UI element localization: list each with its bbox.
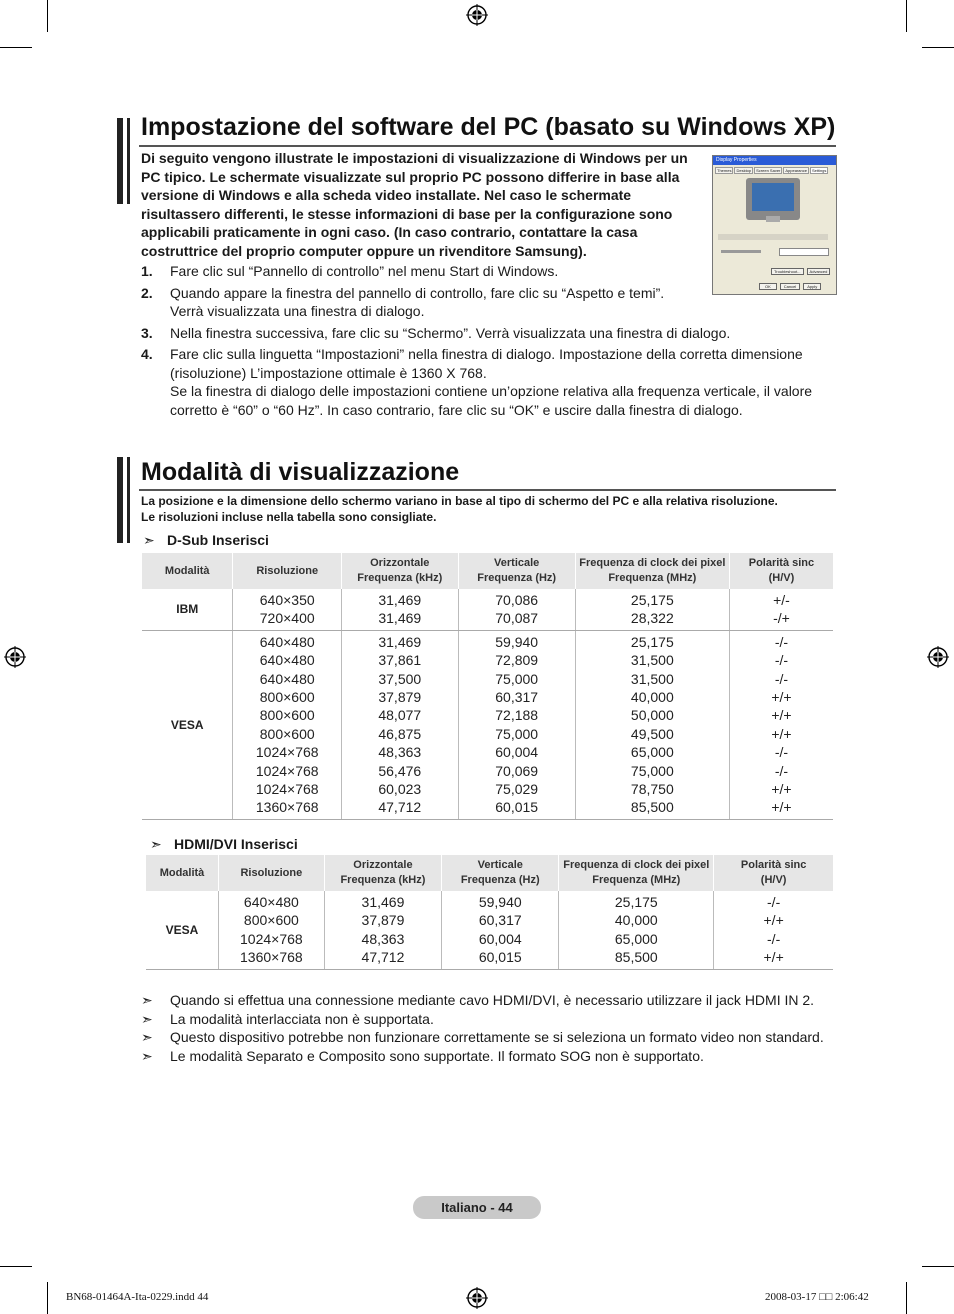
arrow-icon: ➣ (141, 1010, 153, 1027)
cell-value: 50,000 (630, 707, 674, 724)
cell-value: 25,175 (630, 592, 674, 608)
cell-value: 800×600 (243, 912, 299, 929)
cell-value: 46,875 (378, 725, 422, 742)
cell-value: 60,015 (478, 949, 522, 966)
column-header: Risoluzione (219, 855, 325, 891)
cell-value: 78,750 (630, 781, 674, 798)
note-item: ➣ Quando si effettua una connessione mediante cavo HDMI/DVI, è necessario utilizzare il jack HDMI IN 2. (141, 992, 815, 1008)
mode-cell: IBM (142, 589, 233, 630)
cell-value: 25,175 (614, 894, 658, 910)
value-cell (458, 589, 575, 630)
cell-value: 1024×768 (255, 781, 319, 798)
crop-mark (906, 0, 907, 32)
crop-mark (47, 0, 48, 32)
step-number: 1. (141, 263, 153, 279)
registration-mark-icon (4, 646, 26, 668)
cell-value: 65,000 (614, 930, 658, 947)
column-header: Frequenza di clock dei pixel Frequenza (MHz) (559, 855, 714, 891)
cell-value: -/- (774, 652, 789, 669)
note-item: ➣ Le modalità Separato e Composito sono supportate. Il formato SOG non è supportato. (141, 1047, 704, 1064)
cell-value: 59,940 (495, 633, 539, 650)
arrow-icon: ➣ (141, 1047, 153, 1064)
value-cell (575, 589, 729, 630)
arrow-icon: ➣ (141, 1029, 153, 1045)
crop-mark (47, 1282, 48, 1314)
step-text: Fare clic sul “Pannello di controllo” nel menu Start di Windows. (170, 263, 559, 279)
table-header-row (146, 855, 833, 891)
hdmi-table (146, 855, 833, 970)
step-text: Verrà visualizzata una finestra di dialogo. (170, 303, 425, 319)
steps-list (141, 262, 841, 422)
column-header: Verticale Frequenza (Hz) (458, 553, 575, 589)
cell-value: 56,476 (378, 762, 422, 779)
apply-button: Apply (803, 283, 821, 290)
cell-value: 48,363 (378, 744, 422, 761)
cell-value: 60,004 (495, 744, 539, 761)
table-row (142, 630, 833, 819)
dialog-titlebar: Display Properties (713, 156, 836, 165)
cell-value: 800×600 (259, 725, 315, 742)
cell-value: 60,015 (495, 799, 539, 816)
cell-value: 640×480 (259, 633, 315, 650)
cell-value: 640×480 (243, 894, 299, 910)
registration-mark-icon (927, 646, 949, 668)
section-marker (117, 457, 123, 543)
cell-value: 48,077 (378, 707, 422, 724)
advanced-button: Advanced (807, 268, 831, 275)
value-cell (458, 630, 575, 819)
title-rule (139, 489, 836, 491)
cell-value: 640×480 (259, 670, 315, 687)
resolution-slider (721, 250, 761, 253)
value-cell (729, 630, 833, 819)
cell-value: 70,087 (495, 610, 539, 627)
cell-value: 640×350 (259, 592, 315, 608)
cell-value: 60,004 (478, 930, 522, 947)
dialog-tab: Desktop (736, 168, 752, 173)
cell-value: 85,500 (630, 799, 674, 816)
column-header: Orizzontale Frequenza (kHz) (341, 553, 458, 589)
cell-value: 640×480 (259, 652, 315, 669)
cell-value: 70,069 (495, 762, 539, 779)
cell-value: 75,000 (495, 725, 539, 742)
cell-value: +/+ (771, 725, 792, 742)
value-cell (729, 589, 833, 630)
cell-value: 1024×768 (255, 744, 319, 761)
arrow-icon: ➣ (143, 532, 155, 548)
step-text: Quando appare la finestra del pannello di controllo, fare clic su “Aspetto e temi”. (170, 284, 665, 301)
cell-value: -/- (774, 762, 789, 779)
cell-value: +/+ (771, 707, 792, 724)
display-info (718, 234, 828, 240)
color-select (779, 248, 829, 256)
cell-value: -/- (774, 744, 789, 761)
value-cell (233, 589, 341, 630)
cell-value: 72,188 (495, 707, 539, 724)
crop-mark (0, 1266, 32, 1267)
section-marker (117, 118, 123, 204)
cell-value: +/+ (763, 949, 784, 966)
mode-cell: VESA (142, 630, 233, 819)
cell-value: 65,000 (630, 744, 674, 761)
cell-value: 60,317 (495, 689, 539, 706)
column-header: Modalità (142, 553, 233, 589)
dsub-table (142, 553, 833, 820)
cell-value: +/- (773, 592, 790, 608)
registration-mark-icon (466, 4, 488, 26)
cell-value: 37,879 (361, 912, 405, 929)
ok-button: OK (759, 283, 777, 290)
cell-value: 40,000 (614, 912, 658, 929)
step-number: 2. (141, 284, 153, 301)
cell-value: 60,023 (378, 781, 422, 798)
section-marker (127, 118, 130, 204)
cell-value: 75,029 (495, 781, 539, 798)
footer-file: BN68-01464A-Ita-0229.indd 44 (66, 1291, 209, 1303)
section-marker (127, 457, 130, 543)
column-header: Verticale Frequenza (Hz) (442, 855, 559, 891)
dialog-tab: Appearance (785, 168, 807, 173)
column-header: Frequenza di clock dei pixel Frequenza (MHz) (575, 553, 729, 589)
cell-value: 1024×768 (255, 762, 319, 779)
hdmi-label: ➣ HDMI/DVI Inserisci (150, 836, 298, 852)
cell-value: -/- (767, 930, 781, 947)
footer-date: 2008-03-17 □□ 2:06:42 (765, 1291, 869, 1303)
column-header: Orizzontale Frequenza (kHz) (324, 855, 441, 891)
table-row (142, 589, 833, 630)
step-text: Fare clic sulla linguetta “Impostazioni” nella finestra di dialogo. Impostazione della corretta dimensione (risoluzione) L’impostazione ottimale è 1360 X 768. (170, 346, 803, 381)
cell-value: 1024×768 (240, 930, 303, 947)
cell-value: 70,086 (495, 592, 539, 608)
step (141, 324, 841, 343)
step-number: 3. (141, 324, 153, 341)
cell-value: 48,363 (361, 930, 405, 947)
cell-value: 37,879 (378, 689, 422, 706)
step (141, 345, 841, 419)
cell-value: 37,500 (378, 670, 422, 687)
section-title: Modalità di visualizzazione (141, 458, 460, 486)
cell-value: 720×400 (259, 610, 315, 627)
value-cell (714, 891, 833, 969)
value-cell (341, 630, 458, 819)
step-text: Se la finestra di dialogo delle impostazioni contiene un’opzione relativa alla frequenza verticale, il valore corretto è “60” o “60 Hz”. In caso contrario, fare clic su “OK” e uscire dalla finestra di dialogo. (170, 383, 813, 418)
arrow-icon: ➣ (141, 992, 153, 1008)
cell-value: 75,000 (495, 670, 539, 687)
value-cell (341, 589, 458, 630)
value-cell (559, 891, 714, 969)
cell-value: 37,861 (378, 652, 422, 669)
section-intro: La posizione e la dimensione dello schermo variano in base al tipo di schermo del PC e alla relativa risoluzione. Le risoluzioni incluse nella tabella sono consigliate. (141, 494, 778, 524)
cancel-button: Cancel (780, 283, 800, 290)
cell-value: -/- (767, 894, 781, 910)
cell-value: -/- (774, 670, 789, 687)
step (141, 284, 841, 321)
dialog-tabs (713, 165, 836, 174)
dsub-label: ➣ D-Sub Inserisci (143, 532, 269, 548)
registration-mark-icon (466, 1287, 488, 1309)
cell-value: 60,317 (478, 912, 522, 929)
cell-value: 75,000 (630, 762, 674, 779)
cell-value: 1360×768 (255, 799, 319, 816)
value-cell (324, 891, 441, 969)
crop-mark (922, 47, 954, 48)
page-number: Italiano - 44 (413, 1196, 541, 1219)
cell-value: 31,469 (361, 894, 405, 910)
troubleshoot-button: Troubleshoot... (771, 268, 804, 275)
crop-mark (922, 1266, 954, 1267)
monitor-preview (746, 178, 800, 220)
cell-value: -/- (774, 633, 789, 650)
cell-value: 72,809 (495, 652, 539, 669)
table-row (146, 891, 833, 969)
crop-mark (906, 1282, 907, 1314)
cell-value: 800×600 (259, 707, 315, 724)
note-item: ➣ La modalità interlacciata non è supportata. (141, 1010, 434, 1027)
cell-value: 47,712 (378, 799, 422, 816)
value-cell (442, 891, 559, 969)
dialog-tab: Screen Saver (756, 168, 781, 173)
column-header: Modalità (146, 855, 219, 891)
note-item: ➣ Questo dispositivo potrebbe non funzionare correttamente se si seleziona un formato video non standard. (141, 1029, 824, 1045)
cell-value: 31,469 (378, 610, 422, 627)
arrow-icon: ➣ (150, 836, 162, 852)
cell-value: 31,500 (630, 652, 674, 669)
cell-value: +/+ (763, 912, 784, 929)
cell-value: 1360×768 (240, 949, 303, 966)
dialog-tab: Themes (717, 168, 732, 173)
notes-list (141, 991, 841, 1065)
cell-value: -/+ (773, 610, 790, 627)
crop-mark (0, 47, 32, 48)
cell-value: 59,940 (478, 894, 522, 910)
cell-value: 40,000 (630, 689, 674, 706)
section-intro: Di seguito vengono illustrate le impostazioni di visualizzazione di Windows per un PC tipico. Le schermate visualizzate sul proprio PC possono differire in base alla versione di Windows e alla scheda video installate. Nel caso le schermate risultassero differenti, le stesse informazioni di base per la configurazione sono applicabili praticamente in ogni caso. (In caso contrario, contattare la casa costruttrice del proprio computer oppure un rivenditore Samsung). (141, 150, 688, 259)
cell-value: 800×600 (259, 689, 315, 706)
step-text: Nella finestra successiva, fare clic su “Schermo”. Verrà visualizzata una finestra di dialogo. (170, 324, 731, 341)
cell-value: 85,500 (614, 949, 658, 966)
cell-value: +/+ (771, 689, 792, 706)
cell-value: 31,469 (378, 633, 422, 650)
value-cell (575, 630, 729, 819)
value-cell (233, 630, 341, 819)
column-header: Polarità sinc (H/V) (714, 855, 833, 891)
table-header-row (142, 553, 833, 589)
dialog-tab: Settings (811, 168, 827, 173)
step (141, 262, 841, 281)
title-rule (139, 145, 836, 147)
column-header: Polarità sinc (H/V) (729, 553, 833, 589)
cell-value: 31,500 (630, 670, 674, 687)
value-cell (219, 891, 325, 969)
cell-value: 31,469 (378, 592, 422, 608)
cell-value: +/+ (771, 799, 792, 816)
mode-cell: VESA (146, 891, 219, 969)
cell-value: +/+ (771, 781, 792, 798)
cell-value: 47,712 (361, 949, 405, 966)
cell-value: 25,175 (630, 633, 674, 650)
cell-value: 49,500 (630, 725, 674, 742)
column-header: Risoluzione (233, 553, 341, 589)
section-title: Impostazione del software del PC (basato su Windows XP) (141, 113, 836, 141)
cell-value: 28,322 (630, 610, 674, 627)
step-number: 4. (141, 346, 153, 362)
